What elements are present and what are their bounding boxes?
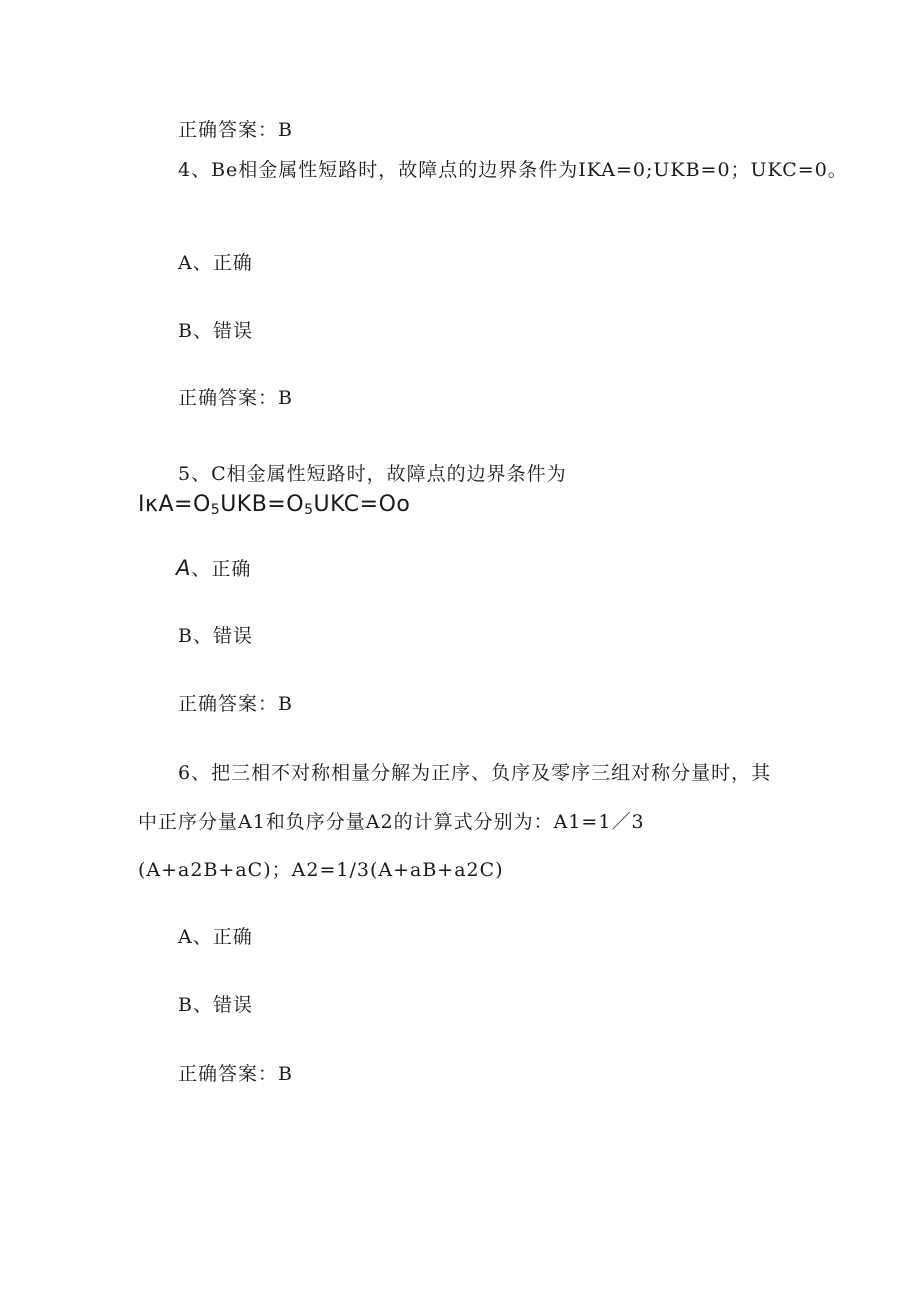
option-a: A、正确 <box>178 926 253 948</box>
formula-part: UKC=Oo <box>313 492 411 517</box>
question-4: 4、Be相金属性短路时，故障点的边界条件为IKA=0;UKB=0；UKC=0。 <box>178 159 848 181</box>
option-b: B、错误 <box>178 625 253 647</box>
option-a: A、正确 <box>178 252 253 274</box>
question-6-line-3: (A+a2B+aC)；A2=1/3(A+aB+a2C) <box>138 859 504 881</box>
question-6-line-1: 6、把三相不对称相量分解为正序、负序及零序三组对称分量时，其 <box>178 762 772 784</box>
formula-part: IκA=O <box>138 492 211 517</box>
answer-line: 正确答案：B <box>178 119 293 141</box>
question-5-formula <box>138 492 410 523</box>
option-a <box>176 556 251 581</box>
question-5: 5、C相金属性短路时，故障点的边界条件为 <box>178 463 567 485</box>
formula-subscript: 5 <box>304 502 314 518</box>
answer-line: 正确答案：B <box>178 693 293 715</box>
answer-line: 正确答案：B <box>178 1063 293 1085</box>
formula-subscript: 5 <box>210 502 221 518</box>
question-6-line-2: 中正序分量A1和负序分量A2的计算式分别为：A1=1／3 <box>138 811 645 833</box>
option-letter: A <box>176 556 192 580</box>
formula-part: UKB=O <box>220 492 305 517</box>
answer-line: 正确答案：B <box>178 387 293 409</box>
option-b: B、错误 <box>178 994 253 1016</box>
option-text: 、正确 <box>191 558 252 580</box>
option-b: B、错误 <box>178 320 253 342</box>
